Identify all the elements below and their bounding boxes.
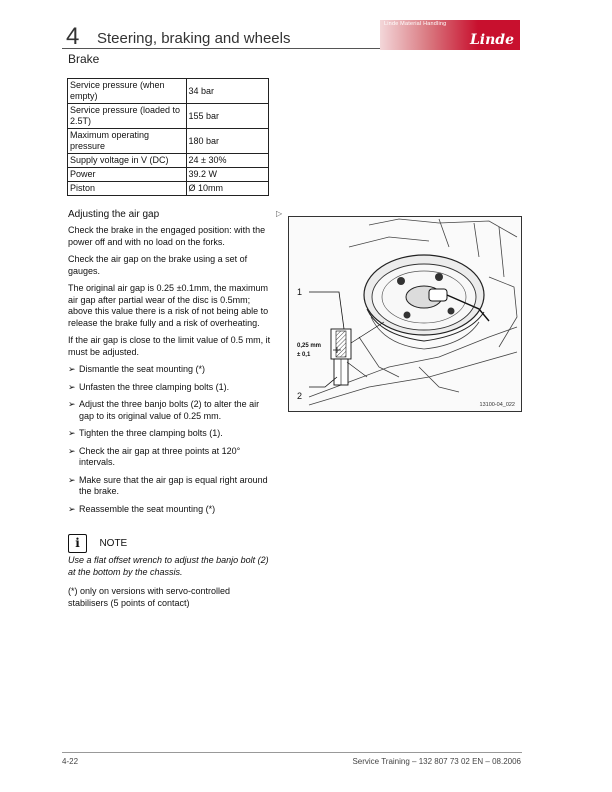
- step-text: Reassemble the seat mounting (*): [79, 503, 216, 514]
- info-icon: i: [68, 534, 87, 553]
- gap-tolerance-label: ± 0,1: [297, 352, 311, 358]
- arrow-bullet-icon: ➢: [68, 399, 76, 409]
- spec-label: Piston: [68, 182, 187, 196]
- spec-value: 24 ± 30%: [186, 154, 268, 168]
- table-row: [68, 104, 269, 129]
- arrow-bullet-icon: ➢: [68, 474, 76, 485]
- logo-wordmark: Linde: [469, 32, 514, 48]
- brake-air-gap-figure: [288, 216, 522, 412]
- callout-1: 1: [297, 287, 303, 297]
- paragraph: The original air gap is 0.25 ±0.1mm, the maximum air gap after partial wear of the disc is 0.5mm; above this value there is a risk of not being able to release the brake fully and a risk of overheating.: [68, 283, 269, 328]
- list-item: [68, 382, 272, 394]
- list-item: [68, 446, 272, 469]
- table-row: [68, 154, 269, 168]
- table-row: [68, 79, 269, 104]
- step-text: Dismantle the seat mounting (*): [79, 364, 206, 374]
- linde-logo: [380, 20, 520, 50]
- paragraph: Check the air gap on the brake using a set of gauges.: [68, 254, 248, 276]
- spec-label: Maximum operating pressure: [68, 129, 187, 154]
- list-item: [68, 428, 272, 440]
- spec-label: Service pressure (when empty): [68, 79, 187, 104]
- spec-label: Power: [68, 168, 187, 182]
- document-reference: Service Training – 132 807 73 02 EN – 08.2006: [352, 757, 521, 766]
- spec-label: Service pressure (loaded to 2.5T): [68, 104, 187, 129]
- footer-rule: [62, 752, 522, 753]
- arrow-bullet-icon: ➢: [68, 381, 76, 392]
- spec-value: 180 bar: [186, 129, 268, 154]
- callout-2: 2: [297, 391, 303, 401]
- table-row: [68, 182, 269, 196]
- step-text: Unfasten the three clamping bolts (1).: [79, 381, 230, 392]
- note-box: [68, 534, 272, 578]
- step-text: Adjust the three banjo bolts (2) to alter the air gap to its original value of 0.25 mm.: [79, 399, 260, 421]
- procedure-body: [68, 225, 272, 521]
- chapter-number: 4: [66, 23, 80, 50]
- table-row: [68, 129, 269, 154]
- table-row: [68, 168, 269, 182]
- note-text: Use a flat offset wrench to adjust the banjo bolt (2) at the bottom by the chassis.: [68, 555, 269, 577]
- list-item: [68, 475, 272, 498]
- list-item: [68, 399, 272, 422]
- spec-value: 34 bar: [186, 79, 268, 104]
- spec-label: Supply voltage in V (DC): [68, 154, 187, 168]
- list-item: [68, 364, 272, 376]
- arrow-bullet-icon: ➢: [68, 445, 76, 456]
- step-text: Make sure that the air gap is equal right around the brake.: [79, 474, 268, 496]
- arrow-bullet-icon: ➢: [68, 364, 76, 374]
- header-rule: [62, 48, 380, 49]
- step-text: Tighten the three clamping bolts (1).: [79, 428, 223, 438]
- chapter-title: Steering, braking and wheels: [97, 30, 291, 47]
- paragraph: Check the brake in the engaged position: with the power off and with no load on the forks.: [68, 225, 266, 247]
- list-item: [68, 504, 272, 516]
- brake-spec-table: [67, 78, 269, 196]
- spec-value: 39.2 W: [186, 168, 268, 182]
- figure-reference: 13100-04_022: [479, 402, 515, 408]
- procedure-heading: Adjusting the air gap: [68, 209, 160, 220]
- spec-value: Ø 10mm: [186, 182, 268, 196]
- section-title: Brake: [68, 52, 100, 66]
- figure-pointer-icon: ▷: [276, 209, 283, 218]
- step-text: Check the air gap at three points at 120° intervals.: [79, 445, 241, 467]
- arrow-bullet-icon: ➢: [68, 428, 76, 438]
- spec-value: 155 bar: [186, 104, 268, 129]
- logo-caption: Linde Material Handling: [384, 21, 447, 27]
- brake-drawing-icon: [289, 217, 521, 411]
- gap-value-label: 0,25 mm: [297, 343, 322, 349]
- paragraph: If the air gap is close to the limit value of 0.5 mm, it must be adjusted.: [68, 335, 271, 357]
- page-number: 4-22: [62, 757, 79, 766]
- footnote: (*) only on versions with servo-controlled stabilisers (5 points of contact): [68, 586, 231, 608]
- step-list: [68, 364, 272, 515]
- note-label: NOTE: [99, 538, 128, 549]
- arrow-bullet-icon: ➢: [68, 503, 76, 514]
